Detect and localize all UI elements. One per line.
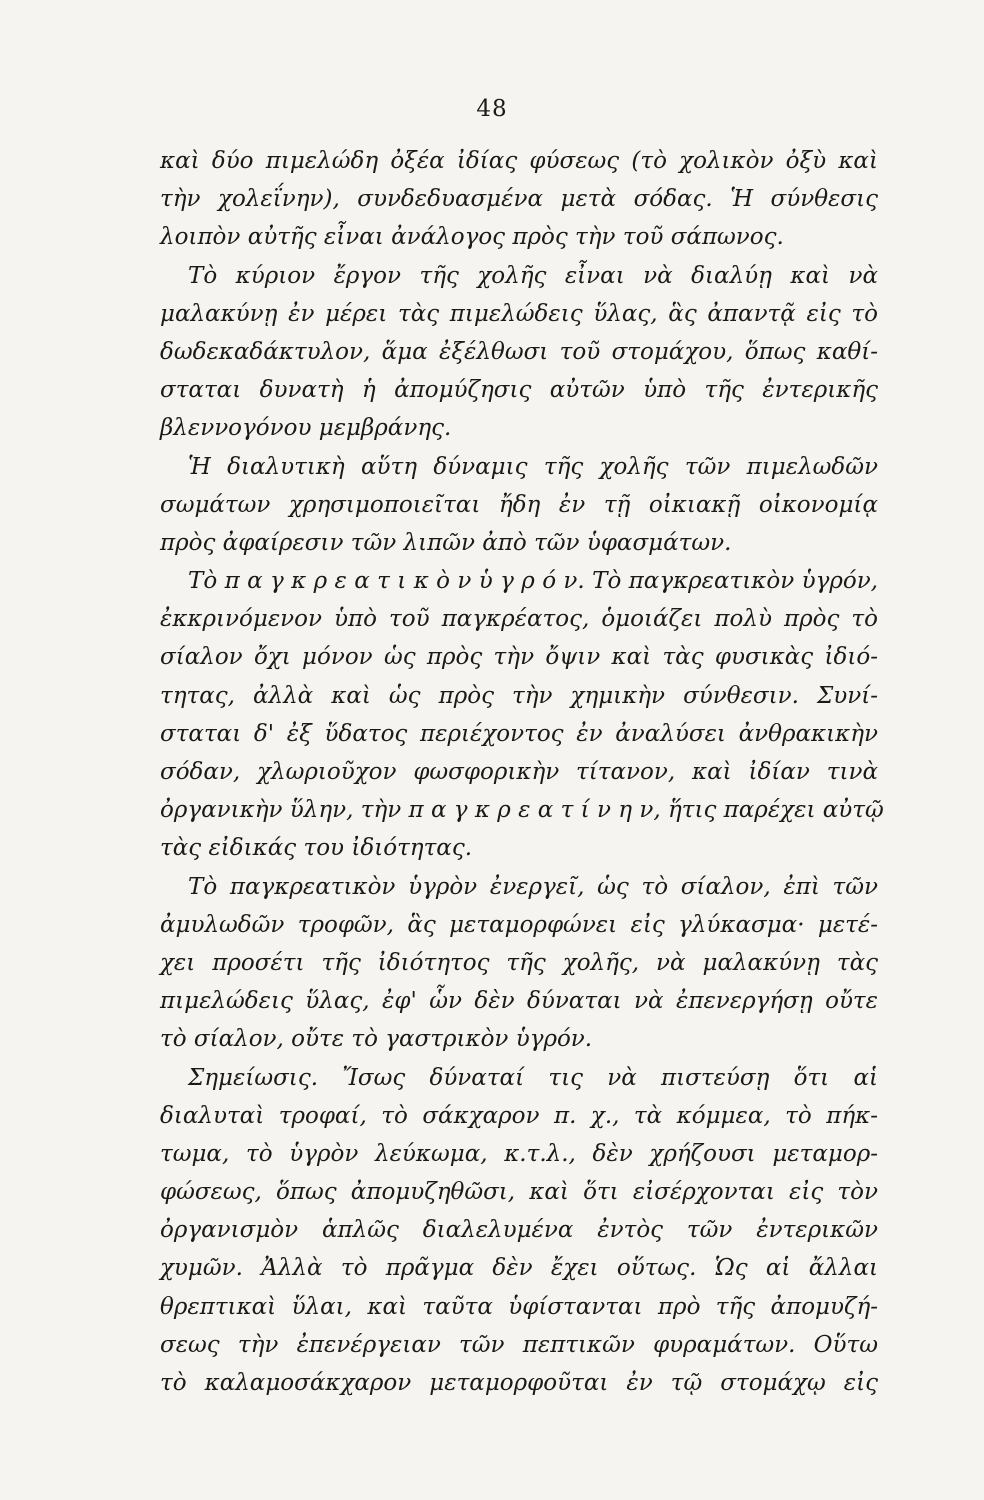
text-line: σόδαν, χλωριοῦχον φωσφορικὴν τίτανον, καὶ ἰδίαν τινὰ — [160, 759, 878, 785]
text-line: χυμῶν. Ἀλλὰ τὸ πρᾶγμα δὲν ἔχει οὕτως. Ὡς αἱ ἄλλαι — [160, 1255, 878, 1282]
text-line: Τὸ κύριον ἔργον τῆς χολῆς εἶναι νὰ διαλύῃ καὶ νὰ — [188, 262, 878, 289]
text-line: σίαλον ὄχι μόνον ὡς πρὸς τὴν ὄψιν καὶ τὰς φυσικὰς ἰδιό- — [160, 644, 878, 671]
text-line: ἀμυλωδῶν τροφῶν, ἃς μεταμορφώνει εἰς γλύκασμα· μετέ- — [160, 911, 878, 938]
text-line: τὴν χολεΐνην), συνδεδυασμένα μετὰ σόδας. Ἡ σύνθεσις — [160, 186, 878, 213]
text-line: σεως τὴν ἐπενέργειαν τῶν πεπτικῶν φυραμάτων. Οὕτω — [160, 1331, 878, 1358]
page-number: 48 — [476, 96, 508, 122]
text-line: πιμελώδεις ὕλας, ἐφ' ὧν δὲν δύναται νὰ ἐπενεργήσῃ οὔτε — [160, 988, 878, 1015]
text-line: φώσεως, ὅπως ἀπομυζηθῶσι, καὶ ὅτι εἰσέρχονται εἰς τὸν — [160, 1179, 878, 1206]
text-line: τητας, ἀλλὰ καὶ ὡς πρὸς τὴν χημικὴν σύνθεσιν. Συνί- — [160, 682, 878, 709]
text-line: καὶ δύο πιμελώδη ὀξέα ἰδίας φύσεως (τὸ χολικὸν ὀξὺ καὶ — [160, 148, 878, 174]
text-line: τὸ σίαλον, οὔτε τὸ γαστρικὸν ὑγρόν. — [160, 1026, 593, 1053]
text-line: βλεννογόνου μεμβράνης. — [160, 415, 452, 442]
text-line: Τὸ παγκρεατικὸν ὑγρὸν ἐνεργεῖ, ὡς τὸ σίαλον, ἐπὶ τῶν — [188, 873, 878, 900]
text-line: ὀργανισμὸν ἁπλῶς διαλελυμένα ἐντὸς τῶν ἐντερικῶν — [160, 1217, 878, 1244]
body-text — [160, 142, 884, 1402]
text-line: ἐκκρινόμενον ὑπὸ τοῦ παγκρέατος, ὁμοιάζει πολὺ πρὸς τὸ — [160, 606, 878, 633]
text-line: δωδεκαδάκτυλον, ἅμα ἐξέλθωσι τοῦ στομάχου, ὅπως καθί- — [160, 338, 878, 365]
text-line: χει προσέτι τῆς ἰδιότητος τῆς χολῆς, νὰ μαλακύνῃ τὰς — [160, 949, 878, 976]
text-line: πρὸς ἀφαίρεσιν τῶν λιπῶν ἀπὸ τῶν ὑφασμάτων. — [160, 529, 732, 556]
text-line: τωμα, τὸ ὑγρὸν λεύκωμα, κ.τ.λ., δὲν χρήζουσι μεταμορ- — [160, 1140, 878, 1167]
text-line: σταται δ' ἐξ ὕδατος περιέχοντος ἐν ἀναλύσει ἀνθρακικὴν — [160, 720, 878, 747]
text-line: Σημείωσις. Ἴσως δύναταί τις νὰ πιστεύσῃ ὅτι αἱ — [188, 1064, 878, 1091]
text-line: τὰς εἰδικάς του ἰδιότητας. — [160, 835, 473, 862]
text-line: μαλακύνῃ ἐν μέρει τὰς πιμελώδεις ὕλας, ἃς ἀπαντᾷ εἰς τὸ — [160, 300, 878, 327]
text-line: θρεπτικαὶ ὕλαι, καὶ ταῦτα ὑφίστανται πρὸ τῆς ἀπομυζή- — [160, 1293, 878, 1320]
text-line: λοιπὸν αὐτῆς εἶναι ἀνάλογος πρὸς τὴν τοῦ σάπωνος. — [160, 224, 784, 251]
text-line: τὸ καλαμοσάκχαρον μεταμορφοῦται ἐν τῷ στομάχῳ εἰς — [160, 1370, 878, 1396]
text-line: ὀργανικὴν ὕλην, τὴν π α γ κ ρ ε α τ ί ν η ν, ἥτις παρέχει αὐτῷ — [160, 797, 884, 824]
text-line: διαλυταὶ τροφαί, τὸ σάκχαρον π. χ., τὰ κόμμεα, τὸ πήκ- — [160, 1102, 878, 1129]
text-line: Ἡ διαλυτικὴ αὕτη δύναμις τῆς χολῆς τῶν πιμελωδῶν — [188, 453, 878, 480]
text-line: Τὸ π α γ κ ρ ε α τ ι κ ὸ ν ὑ γ ρ ό ν. Τὸ παγκρεατικὸν ὑγρόν, — [188, 568, 878, 595]
text-line: σταται δυνατὴ ἡ ἀπομύζησις αὐτῶν ὑπὸ τῆς ἐντερικῆς — [160, 377, 878, 404]
text-line: σωμάτων χρησιμοποιεῖται ἤδη ἐν τῇ οἰκιακῇ οἰκονομίᾳ — [160, 491, 878, 518]
